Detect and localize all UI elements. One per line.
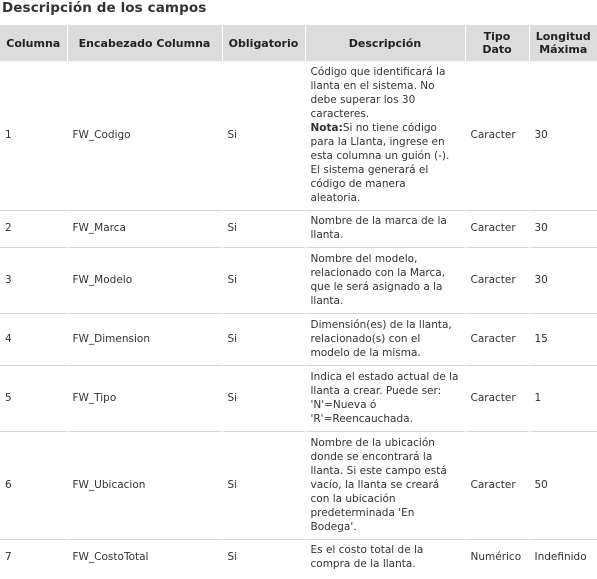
cell-longitud: Indefinido [529, 539, 597, 576]
cell-tipo-dato: Caracter [465, 61, 529, 210]
cell-descripcion [305, 61, 465, 210]
header-longitud-maxima [529, 25, 597, 61]
cell-columna: 1 [0, 61, 67, 210]
cell-descripcion: Nombre de la ubicación donde se encontrará la llanta. Si este campo está vacío, la llanta se creará con la ubicación predeterminada 'En Bodega'. [305, 431, 465, 539]
cell-encabezado: FW_Tipo [67, 365, 222, 431]
cell-obligatorio: Si [222, 210, 305, 247]
cell-obligatorio: Si [222, 247, 305, 313]
table-header-row [0, 25, 597, 61]
cell-descripcion: Indica el estado actual de la llanta a crear. Puede ser: 'N'=Nueva ó 'R'=Reencauchada. [305, 365, 465, 431]
cell-encabezado: FW_Codigo [67, 61, 222, 210]
header-tipo-dato-line1: Tipo [483, 30, 511, 43]
cell-tipo-dato: Caracter [465, 431, 529, 539]
cell-tipo-dato: Caracter [465, 313, 529, 365]
cell-longitud: 15 [529, 313, 597, 365]
cell-longitud: 30 [529, 61, 597, 210]
cell-descripcion: Nombre del modelo, relacionado con la Marca, que le será asignado a la llanta. [305, 247, 465, 313]
table-row [0, 210, 597, 247]
cell-columna: 7 [0, 539, 67, 576]
cell-encabezado: FW_Marca [67, 210, 222, 247]
table-row [0, 365, 597, 431]
cell-obligatorio: Si [222, 61, 305, 210]
cell-tipo-dato: Numérico [465, 539, 529, 576]
cell-tipo-dato: Caracter [465, 210, 529, 247]
cell-columna: 5 [0, 365, 67, 431]
cell-encabezado: FW_Dimension [67, 313, 222, 365]
cell-columna: 3 [0, 247, 67, 313]
table-row [0, 247, 597, 313]
cell-obligatorio: Si [222, 431, 305, 539]
cell-encabezado: FW_Modelo [67, 247, 222, 313]
header-longitud-line2: Máxima [539, 43, 588, 56]
cell-columna: 2 [0, 210, 67, 247]
cell-longitud: 1 [529, 365, 597, 431]
fields-table [0, 25, 597, 576]
cell-longitud: 30 [529, 210, 597, 247]
cell-longitud: 30 [529, 247, 597, 313]
header-encabezado-columna: Encabezado Columna [67, 25, 222, 61]
cell-columna: 6 [0, 431, 67, 539]
cell-tipo-dato: Caracter [465, 247, 529, 313]
page-title: Descripción de los campos [2, 0, 207, 16]
table-row [0, 431, 597, 539]
cell-obligatorio: Si [222, 313, 305, 365]
header-columna: Columna [0, 25, 67, 61]
table-row [0, 61, 597, 210]
table-row [0, 313, 597, 365]
cell-descripcion: Dimensión(es) de la llanta, relacionado(s) con el modelo de la misma. [305, 313, 465, 365]
cell-tipo-dato: Caracter [465, 365, 529, 431]
cell-obligatorio: Si [222, 539, 305, 576]
descripcion-text: Código que identificará la llanta en el sistema. No debe superar los 30 caracteres. [310, 65, 446, 120]
nota-text: Si no tiene código para la Llanta, ingrese en esta columna un guión (-). El sistema generará el código de manera aleatoria. [310, 121, 450, 204]
header-descripcion: Descripción [305, 25, 465, 61]
cell-descripcion: Es el costo total de la compra de la llanta. [305, 539, 465, 576]
header-tipo-dato [465, 25, 529, 61]
cell-encabezado: FW_CostoTotal [67, 539, 222, 576]
cell-columna: 4 [0, 313, 67, 365]
nota-label: Nota: [310, 121, 343, 134]
cell-descripcion: Nombre de la marca de la llanta. [305, 210, 465, 247]
table-row [0, 539, 597, 576]
header-tipo-dato-line2: Dato [482, 43, 512, 56]
cell-obligatorio: Si [222, 365, 305, 431]
cell-longitud: 50 [529, 431, 597, 539]
cell-encabezado: FW_Ubicacion [67, 431, 222, 539]
header-longitud-line1: Longitud [535, 30, 591, 43]
header-obligatorio: Obligatorio [222, 25, 305, 61]
